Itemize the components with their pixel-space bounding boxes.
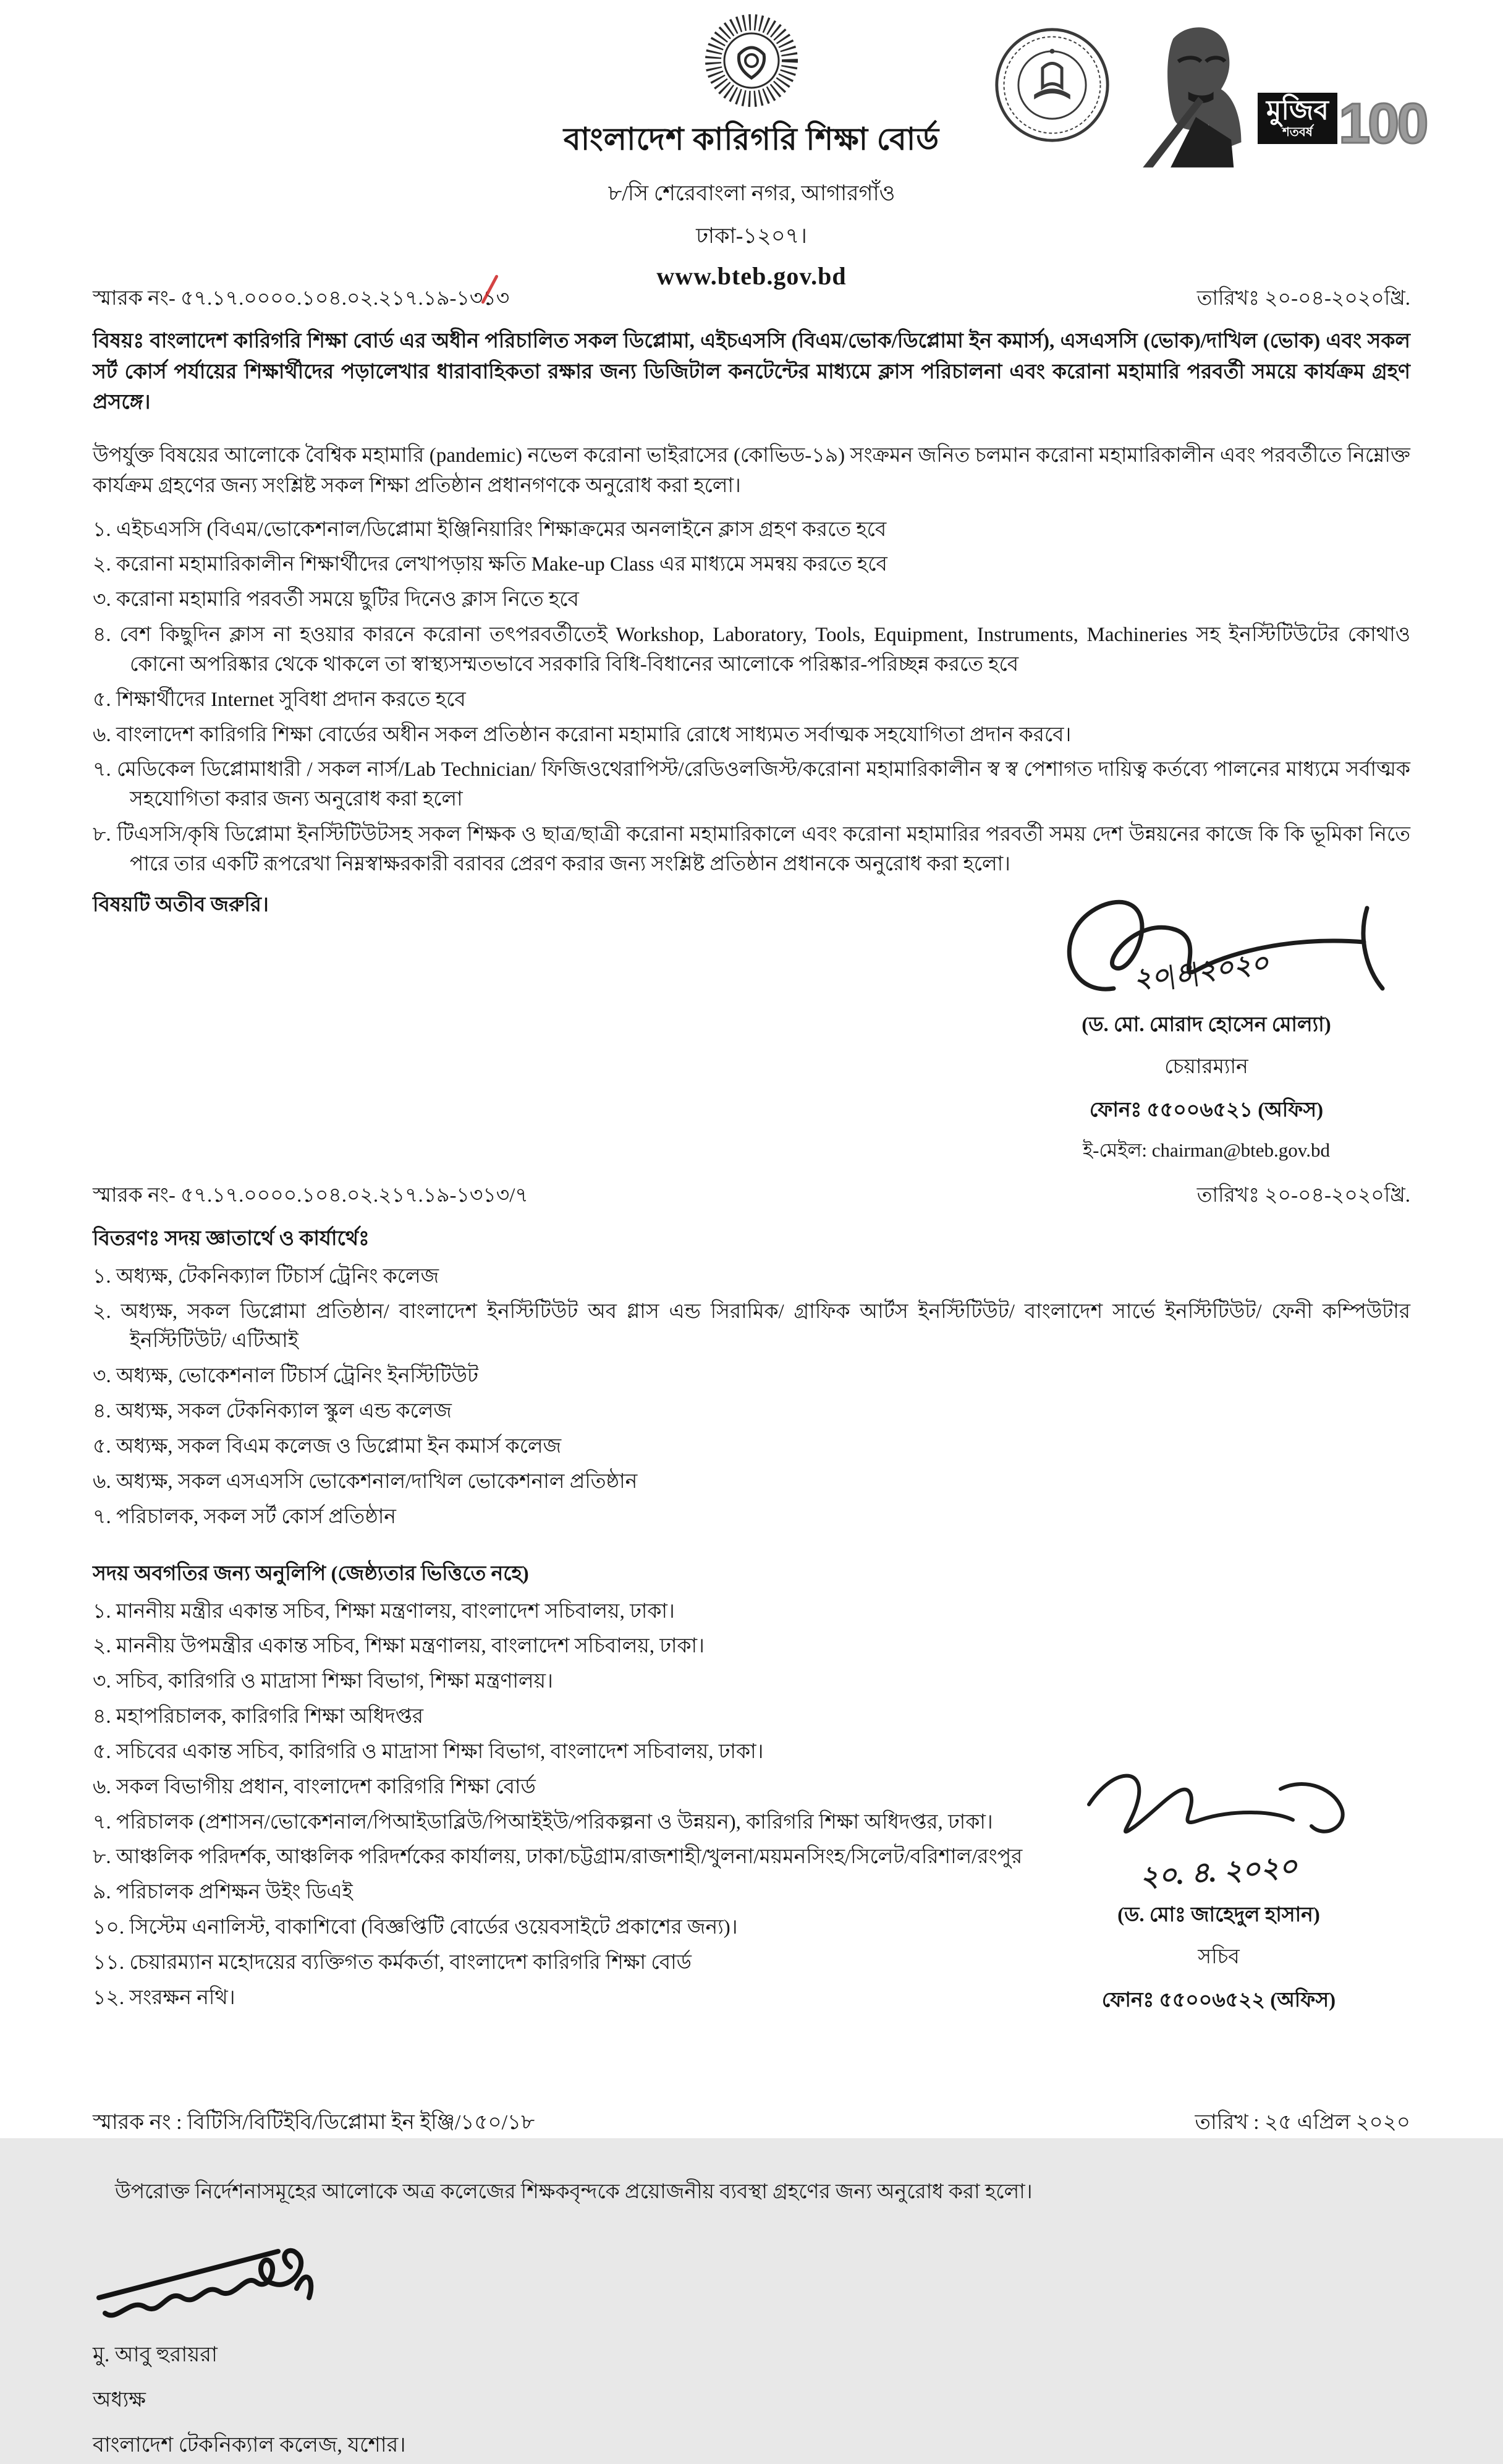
instruction-item-6: ৬. বাংলাদেশ কারিগরি শিক্ষা বোর্ডের অধীন সকল প্রতিষ্ঠান করোনা মহামারি রোধে সাধ্যমত সর্বাত্মক সহযোগিতা প্রদান করবে। [93, 723, 1072, 746]
cc-item-8: ৮. আঞ্চলিক পরিদর্শক, আঞ্চলিক পরিদর্শকের কার্যালয়, ঢাকা/চট্টগ্রাম/রাজশাহী/খুলনা/ময়মনসিংহ/সিলেট/বরিশাল/রংপুর [93, 1846, 1023, 1869]
memo1-number-text: স্মারক নং- ৫৭.১৭.০০০০.১০৪.০২.২১৭.১৯-১৩১৩ [93, 287, 510, 310]
principal-title: অধ্যক্ষ [93, 2389, 146, 2412]
memo3-number: স্মারক নং : বিটিসি/বিটিইবি/ডিপ্লোমা ইন ইঞ্জি/১৫০/১৮ [93, 2110, 535, 2134]
distribution-list [93, 1262, 1410, 1532]
cc-heading: সদয় অবগতির জন্য অনুলিপি (জেষ্ঠ্যতার ভিত্তিতে নহে) [93, 1562, 529, 1585]
board-round-seal-icon [992, 25, 1112, 145]
instruction-item-1: ১. এইচএসসি (বিএম/ভোকেশনাল/ডিপ্লোমা ইঞ্জিনিয়ারিং শিক্ষাক্রমের অনলাইনে ক্লাস গ্রহণ করতে হবে [93, 518, 887, 541]
instruction-list [93, 516, 1410, 880]
org-address: ৮/সি শেরেবাংলা নগর, আগারগাঁও [608, 181, 895, 205]
instruction-item-5: ৫. শিক্ষার্থীদের Internet সুবিধা প্রদান করতে হবে [93, 688, 466, 711]
memo2-row [93, 1179, 1410, 1213]
cc-item-1: ১. মাননীয় মন্ত্রীর একান্ত সচিব, শিক্ষা মন্ত্রণালয়, বাংলাদেশ সচিবালয়, ঢাকা। [93, 1600, 675, 1623]
distribution-item-6: ৬. অধ্যক্ষ, সকল এসএসসি ভোকেশনাল/দাখিল ভোকেশনাল প্রতিষ্ঠান [93, 1470, 638, 1493]
cc-item-4: ৪. মহাপরিচালক, কারিগরি শিক্ষা অধিদপ্তর [93, 1706, 424, 1728]
chairman-title: চেয়ারম্যান [1164, 1055, 1248, 1078]
cc-item-6: ৬. সকল বিভাগীয় প্রধান, বাংলাদেশ কারিগরি শিক্ষা বোর্ড [93, 1775, 536, 1798]
chairman-email: ই-মেইল: chairman@bteb.gov.bd [1082, 1139, 1331, 1161]
distribution-item-5: ৫. অধ্যক্ষ, সকল বিএম কলেজ ও ডিপ্লোমা ইন কমার্স কলেজ [93, 1435, 562, 1458]
org-name: বাংলাদেশ কারিগরি শিক্ষা বোর্ড [563, 122, 940, 156]
secretary-signature-block [1033, 1761, 1404, 2018]
urgent-note: বিষয়টি অতীব জরুরি। [93, 893, 269, 916]
instruction-item-4: ৪. বেশ কিছুদিন ক্লাস না হওয়ার কারনে করোনা তৎপরবর্তীতেই Workshop, Laboratory, Tools, Equipment, Instruments, Machineries সহ ইনস্টিটিউটের কোথাও কোনো অপরিষ্কার থেকে থাকলে তা স্বাস্থ্যসম্মতভাবে সরকারি বিধি-বিধানের আলোকে পরিষ্কার-পরিচ্ছন্ন করতে হবে [93, 624, 1410, 676]
mujib-100-number: 100 [1339, 92, 1426, 155]
letterhead [93, 0, 1426, 290]
chairman-name: (ড. মো. মোরাদ হোসেন মোল্যা) [1082, 1013, 1331, 1036]
instruction-item-8: ৮. টিএসসি/কৃষি ডিপ্লোমা ইনস্টিটিউটসহ সকল শিক্ষক ও ছাত্র/ছাত্রী করোনা মহামারিকালে এবং করোনা মহামারির পরবর্তী সময় দেশ উন্নয়নের কাজে কি কি ভূমিকা নিতে পারে তার একটি রূপরেখা নিম্নস্বাক্ষরকারী বরাবর প্রেরণ করার জন্য সংশ্লিষ্ট প্রতিষ্ঠান প্রধানকে অনুরোধ করা হলো। [93, 823, 1410, 875]
cc-item-3: ৩. সচিব, কারিগরি ও মাদ্রাসা শিক্ষা বিভাগ, শিক্ষা মন্ত্রণালয়। [93, 1670, 553, 1693]
instruction-item-2: ২. করোনা মহামারিকালীন শিক্ষার্থীদের লেখাপড়ায় ক্ষতি Make-up Class এর মাধ্যমে সমন্বয় করতে হবে [93, 553, 887, 576]
distribution-heading: বিতরণঃ সদয় জ্ঞাতার্থে ও কার্যার্থেঃ [93, 1227, 370, 1250]
chairman-phone: ফোনঃ ৫৫০০৬৫২১ (অফিস) [1089, 1098, 1324, 1121]
memo1-date: তারিখঃ ২০-০৪-২০২০খ্রি. [1196, 287, 1410, 310]
secretary-title: সচিব [1198, 1945, 1240, 1968]
mujib-100-logo [1131, 19, 1426, 173]
org-city: ঢাকা-১২০৭। [696, 224, 807, 248]
cc-item-9: ৯. পরিচালক প্রশিক্ষন উইং ডিএই [93, 1881, 353, 1904]
secretary-phone: ফোনঃ ৫৫০০৬৫২২ (অফিস) [1101, 1989, 1336, 2012]
mujib-word-2: শতবর্ষ [1282, 125, 1313, 140]
cc-item-10: ১০. সিস্টেম এনালিস্ট, বাকাশিবো (বিজ্ঞপ্তিটি বোর্ডের ওয়েবসাইটে প্রকাশের জন্য)। [93, 1916, 738, 1939]
principal-signature-scribble [93, 2230, 389, 2335]
org-website: www.bteb.gov.bd [656, 262, 847, 290]
letterhead-center [442, 11, 1061, 291]
bteb-seal-icon [702, 11, 801, 110]
distribution-item-7: ৭. পরিচালক, সকল সর্ট কোর্স প্রতিষ্ঠান [93, 1505, 396, 1528]
closing-paragraph: উপরোক্ত নির্দেশনাসমূহের আলোকে অত্র কলেজের শিক্ষকবৃন্দকে প্রয়োজনীয় ব্যবস্থা গ্রহণের জন্য অনুরোধ করা হলো। [115, 2180, 1033, 2203]
principal-name: মু. আবু হুরায়রা [93, 2343, 218, 2367]
cc-item-5: ৫. সচিবের একান্ত সচিব, কারিগরি ও মাদ্রাসা শিক্ষা বিভাগ, বাংলাদেশ সচিবালয়, ঢাকা। [93, 1740, 764, 1763]
memo2-number: স্মারক নং- ৫৭.১৭.০০০০.১০৪.০২.২১৭.১৯-১৩১৩/৭ [93, 1184, 528, 1207]
chairman-signature-block [1002, 883, 1410, 1168]
memo3-row [93, 2106, 1410, 2141]
distribution-item-1: ১. অধ্যক্ষ, টেকনিক্যাল টিচার্স ট্রেনিং কলেজ [93, 1265, 439, 1288]
secretary-handwritten-date: ২০. ৪. ২০২০ [1138, 1850, 1298, 1893]
instruction-item-7: ৭. মেডিকেল ডিপ্লোমাধারী / সকল নার্স/Lab Technician/ ফিজিওথেরাপিস্ট/রেডিওলজিস্ট/করোনা মহামারিকালীন স্ব স্ব পেশাগত দায়িত্ব কর্তব্যে পালনের মাধ্যমে সর্বাত্মক সহযোগিতা করার জন্য অনুরোধ করা হলো [93, 758, 1410, 811]
distribution-item-3: ৩. অধ্যক্ষ, ভোকেশনাল টিচার্স ট্রেনিং ইনস্টিটিউট [93, 1365, 478, 1388]
memo3-date: তারিখ : ২৫ এপ্রিল ২০২০ [1195, 2110, 1410, 2134]
cc-item-2: ২. মাননীয় উপমন্ত্রীর একান্ত সচিব, শিক্ষা মন্ত্রণালয়, বাংলাদেশ সচিবালয়, ঢাকা। [93, 1635, 705, 1658]
principal-org: বাংলাদেশ টেকনিক্যাল কলেজ, যশোর। [93, 2434, 406, 2457]
memo2-date: তারিখঃ ২০-০৪-২০২০খ্রি. [1196, 1184, 1410, 1207]
distribution-item-4: ৪. অধ্যক্ষ, সকল টেকনিক্যাল স্কুল এন্ড কলেজ [93, 1400, 452, 1423]
subject-line: বিষয়ঃ বাংলাদেশ কারিগরি শিক্ষা বোর্ড এর অধীন পরিচালিত সকল ডিপ্লোমা, এইচএসসি (বিএম/ভোক/ডিপ্লোমা ইন কমার্স), এসএসসি (ভোক)/দাখিল (ভোক) এবং সকল সর্ট কোর্স পর্যায়ের শিক্ষার্থীদের পড়ালেখার ধারাবাহিকতা রক্ষার জন্য ডিজিটাল কনটেন্টের মাধ্যমে ক্লাস পরিচালনা এবং করোনা মহামারি পরবর্তী সময়ে কার্যক্রম গ্রহণ প্রসঙ্গে। [93, 330, 1410, 414]
cc-item-7: ৭. পরিচালক (প্রশাসন/ভোকেশনাল/পিআইডাব্লিউ/পিআইইউ/পরিকল্পনা ও উন্নয়ন), কারিগরি শিক্ষা অধিদপ্তর, ঢাকা। [93, 1811, 993, 1833]
mujib-portrait-icon [1131, 19, 1261, 170]
mujib-label [1258, 93, 1337, 144]
intro-paragraph: উপর্যুক্ত বিষয়ের আলোকে বৈশ্বিক মহামারি (pandemic) নভেল করোনা ভাইরাসের (কোভিড-১৯) সংক্রমন জনিত চলমান করোনা মহামারিকালীন এবং পরবর্তীতে নিম্নোক্ত কার্যক্রম গ্রহণের জন্য সংশ্লিষ্ট সকল শিক্ষা প্রতিষ্ঠান প্রধানগণকে অনুরোধ করা হলো। [93, 444, 1410, 497]
distribution-item-2: ২. অধ্যক্ষ, সকল ডিপ্লোমা প্রতিষ্ঠান/ বাংলাদেশ ইনস্টিটিউট অব গ্লাস এন্ড সিরামিক/ গ্রাফিক আর্টস ইনস্টিটিউট/ বাংলাদেশ সার্ভে ইনস্টিটিউট/ ফেনী কম্পিউটার ইনস্টিটিউট/ এটিআই [93, 1300, 1410, 1353]
chairman-handwritten-date: ২০|৪|২০২০ [1132, 947, 1271, 995]
instruction-item-3: ৩. করোনা মহামারি পরবর্তী সময়ে ছুটির দিনেও ক্লাস নিতে হবে [93, 588, 579, 611]
memo1-number [93, 282, 509, 316]
cc-item-12: ১২. সংরক্ষন নথি। [93, 1986, 235, 2009]
cc-section [93, 1557, 1410, 2013]
secretary-signature-scribble [1077, 1761, 1361, 1854]
mujib-word: মুজিব [1266, 95, 1329, 125]
secretary-name: (ড. মোঃ জাহেদুল হাসান) [1117, 1903, 1320, 1926]
principal-signature-block [93, 2230, 1410, 2464]
cc-item-11: ১১. চেয়ারম্যান মহোদয়ের ব্যক্তিগত কর্মকর্তা, বাংলাদেশ কারিগরি শিক্ষা বোর্ড [93, 1951, 692, 1974]
